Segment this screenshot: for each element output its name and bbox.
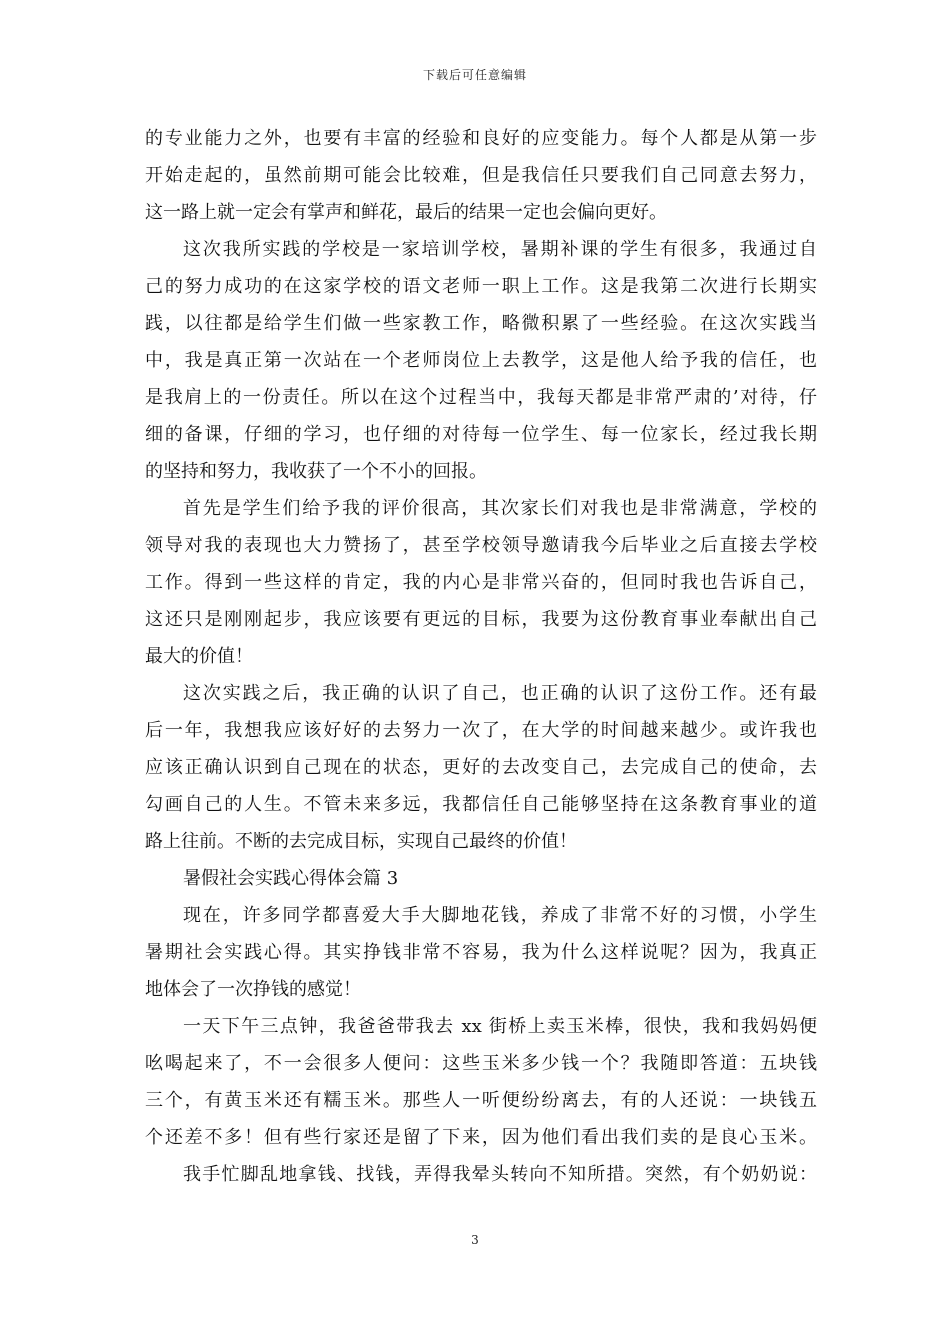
text-line: 一天下午三点钟，我爸爸带我去 xx 街桥上卖玉米棒，很快，我和我妈妈便 [183,1016,817,1037]
text-line: 我手忙脚乱地拿钱、找钱，弄得我晕头转向不知所措。突然，有个奶奶说： [183,1164,817,1185]
text-line: 后一年，我想我应该好好的去努力一次了，在大学的时间越来越少。或许我也 [145,720,817,741]
text-line: 中，我是真正第一次站在一个老师岗位上去教学，这是他人给予我的信任，也 [145,350,817,371]
text-line: 的专业能力之外，也要有丰富的经验和良好的应变能力。每个人都是从第一步 [145,128,817,149]
text-line: 开始走起的，虽然前期可能会比较难，但是我信任只要我们自己同意去努力， [145,165,817,186]
text-line: 暑期社会实践心得。其实挣钱非常不容易，我为什么这样说呢？因为，我真正 [145,942,817,963]
text-line: 这一路上就一定会有掌声和鲜花，最后的结果一定也会偏向更好。 [145,202,667,223]
text-line: 应该正确认识到自己现在的状态，更好的去改变自己，去完成自己的使命，去 [145,757,817,778]
page-header: 下载后可任意编辑 [422,68,527,82]
text-line: 细的备课，仔细的学习，也仔细的对待每一位学生、每一位家长，经过我长期 [145,424,817,445]
text-line: 个还差不多！但有些行家还是留了下来，因为他们看出我们卖的是良心玉米。 [145,1127,817,1148]
text-line: 暑假社会实践心得体会篇 3 [183,868,399,889]
text-line: 吆喝起来了，不一会很多人便问：这些玉米多少钱一个？我随即答道：五块钱 [145,1053,817,1074]
text-line: 践，以往都是给学生们做一些家教工作，略微积累了一些经验。在这次实践当 [145,313,817,334]
text-line: 首先是学生们给予我的评价很高，其次家长们对我也是非常满意，学校的 [183,498,817,519]
page-number: 3 [471,1233,479,1247]
text-line: 领导对我的表现也大力赞扬了，甚至学校领导邀请我今后毕业之后直接去学校 [145,535,817,556]
text-line: 三个，有黄玉米还有糯玉米。那些人一听便纷纷离去，有的人还说：一块钱五 [145,1090,817,1111]
text-line: 地体会了一次挣钱的感觉！ [145,979,361,1000]
text-line: 这还只是刚刚起步，我应该要有更远的目标，我要为这份教育事业奉献出自己 [145,609,817,630]
text-line: 工作。得到一些这样的肯定，我的内心是非常兴奋的，但同时我也告诉自己， [145,572,817,593]
text-line: 是我肩上的一份责任。所以在这个过程当中，我每天都是非常严肃的’对待，仔 [145,387,817,408]
text-line: 路上往前。不断的去完成目标，实现自己最终的价值！ [145,831,577,852]
text-line: 最大的价值！ [145,646,253,667]
text-line: 勾画自己的人生。不管未来多远，我都信任自己能够坚持在这条教育事业的道 [145,794,817,815]
text-line: 的坚持和努力，我收获了一个不小的回报。 [145,461,487,482]
text-line: 己的努力成功的在这家学校的语文老师一职上工作。这是我第二次进行长期实 [145,276,817,297]
text-line: 现在，许多同学都喜爱大手大脚地花钱，养成了非常不好的习惯，小学生 [183,905,817,926]
text-line: 这次我所实践的学校是一家培训学校，暑期补课的学生有很多，我通过自 [183,239,817,260]
document-body [145,120,817,1193]
text-line: 这次实践之后，我正确的认识了自己，也正确的认识了这份工作。还有最 [183,683,817,704]
